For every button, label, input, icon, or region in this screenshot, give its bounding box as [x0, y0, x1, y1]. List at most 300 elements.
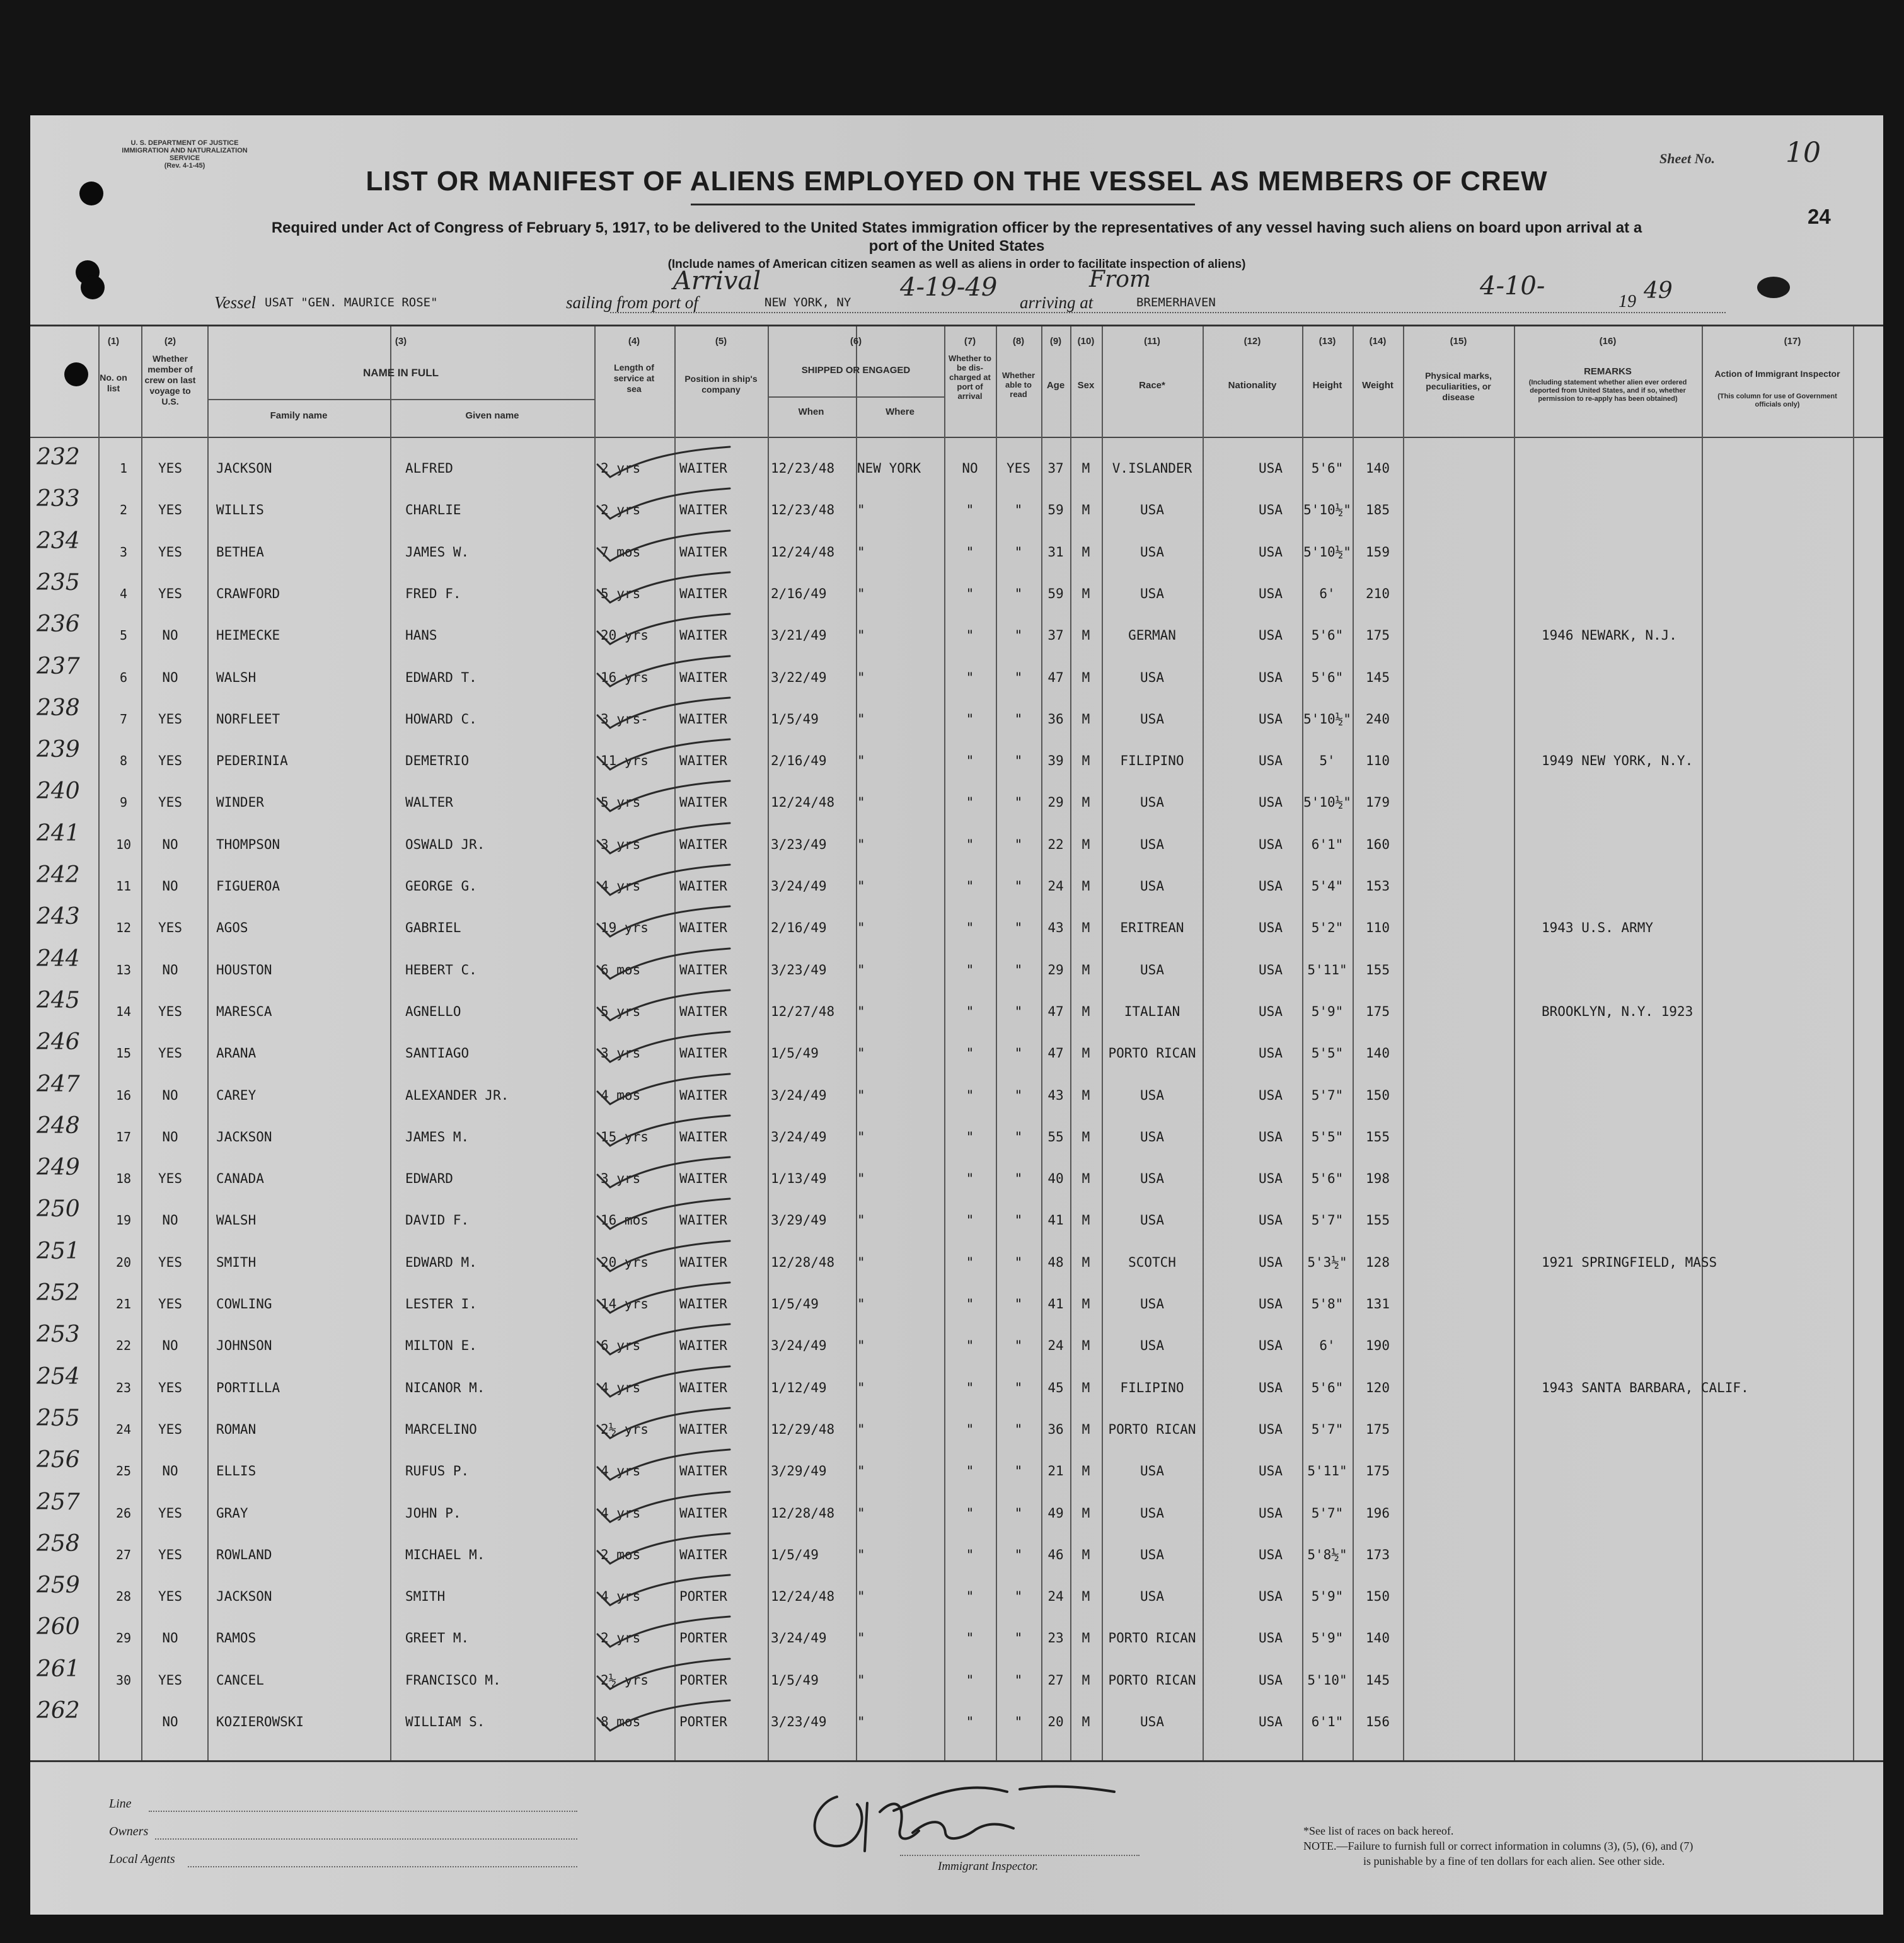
check-mark — [585, 738, 736, 776]
margin-number: 235 — [37, 570, 80, 596]
cell-position: WAITER — [679, 545, 727, 560]
cell-service: 15 yrs — [601, 1129, 649, 1144]
cell-last: YES — [158, 545, 182, 560]
check-mark — [585, 905, 736, 943]
cell-when: 2/16/49 — [771, 920, 827, 935]
cell-age: 36 — [1047, 712, 1064, 727]
cell-position: WAITER — [679, 1547, 727, 1562]
cell-height: 5' — [1319, 753, 1336, 768]
cell-position: WAITER — [679, 1255, 727, 1270]
cell-age: 37 — [1047, 461, 1064, 476]
cell-age: 29 — [1047, 962, 1064, 977]
cell-race: USA — [1140, 879, 1164, 894]
cell-given: WILLIAM S. — [405, 1714, 485, 1729]
cell-disch: " — [966, 628, 974, 643]
cell-given: MILTON E. — [405, 1338, 477, 1353]
check-mark — [585, 1073, 736, 1110]
cell-last: YES — [158, 1673, 182, 1688]
cell-family: WALSH — [216, 670, 257, 685]
cell-disch: " — [966, 1547, 974, 1562]
cell-family: CAREY — [216, 1088, 257, 1103]
cell-height: 5'7" — [1311, 1506, 1344, 1521]
check-mark — [585, 1407, 736, 1444]
cell-given: JAMES W. — [405, 545, 470, 560]
check-mark — [585, 780, 736, 817]
cell-race: ERITREAN — [1120, 920, 1184, 935]
cell-height: 5'6" — [1311, 461, 1344, 476]
cell-disch: " — [966, 1380, 974, 1395]
col-header-no: No. on list — [100, 372, 127, 393]
cell-where: " — [857, 628, 865, 643]
cell-last: YES — [158, 920, 182, 935]
cell-height: 5'9" — [1311, 1589, 1344, 1604]
cell-family: HOUSTON — [216, 962, 272, 977]
handwritten-date: 4-10- — [1480, 272, 1545, 301]
cell-nat: USA — [1259, 753, 1283, 768]
cell-sex: M — [1082, 879, 1090, 894]
cell-read: " — [1014, 1422, 1023, 1437]
cell-no: 8 — [119, 753, 128, 768]
cell-height: 5'9" — [1311, 1630, 1344, 1646]
cell-sex: M — [1082, 1213, 1090, 1228]
cell-age: 24 — [1047, 879, 1064, 894]
cell-disch: " — [966, 1088, 974, 1103]
column-rule — [1070, 326, 1071, 1760]
cell-read: " — [1014, 586, 1023, 601]
cell-age: 40 — [1047, 1171, 1064, 1186]
cell-race: PORTO RICAN — [1108, 1673, 1196, 1688]
check-mark — [585, 1197, 736, 1235]
cell-read: " — [1014, 670, 1023, 685]
cell-weight: 240 — [1366, 712, 1390, 727]
cell-service: 20 yrs — [601, 628, 649, 643]
cell-where: " — [857, 1506, 865, 1521]
column-rule — [1203, 326, 1204, 1760]
cell-last: YES — [158, 586, 182, 601]
cell-when: 12/28/48 — [771, 1255, 835, 1270]
cell-given: EDWARD T. — [405, 670, 477, 685]
cell-disch: " — [966, 1589, 974, 1604]
cell-height: 5'2" — [1311, 920, 1344, 935]
col-num: (7) — [964, 336, 976, 347]
cell-nat: USA — [1259, 1589, 1283, 1604]
check-mark — [585, 571, 736, 609]
cell-position: PORTER — [679, 1673, 727, 1688]
cell-service: 4 yrs — [601, 1589, 641, 1604]
cell-where: " — [857, 1589, 865, 1604]
cell-given: CHARLIE — [405, 502, 461, 517]
cell-nat: USA — [1259, 1296, 1283, 1312]
cell-weight: 155 — [1366, 962, 1390, 977]
cell-read: " — [1014, 1714, 1023, 1729]
column-rule — [996, 326, 997, 1760]
cell-family: FIGUEROA — [216, 879, 280, 894]
cell-height: 5'10" — [1307, 1673, 1347, 1688]
cell-no: 10 — [115, 837, 132, 852]
cell-read: " — [1014, 1255, 1023, 1270]
cell-last: NO — [162, 1088, 178, 1103]
cell-weight: 140 — [1366, 461, 1390, 476]
col-num: (12) — [1243, 336, 1261, 347]
cell-disch: " — [966, 1506, 974, 1521]
margin-number: 247 — [37, 1071, 80, 1097]
cell-position: WAITER — [679, 837, 727, 852]
cell-family: JACKSON — [216, 1589, 272, 1604]
cell-when: 3/24/49 — [771, 1088, 827, 1103]
cell-disch: " — [966, 502, 974, 517]
check-mark — [585, 696, 736, 734]
cell-nat: USA — [1259, 586, 1283, 601]
cell-weight: 128 — [1366, 1255, 1390, 1270]
cell-family: THOMPSON — [216, 837, 280, 852]
cell-disch: " — [966, 1213, 974, 1228]
cell-weight: 156 — [1366, 1714, 1390, 1729]
cell-where: " — [857, 1630, 865, 1646]
cell-disch: " — [966, 1255, 974, 1270]
col-header-race: Race* — [1139, 380, 1165, 391]
cell-weight: 173 — [1366, 1547, 1390, 1562]
cell-nat: USA — [1259, 1255, 1283, 1270]
cell-when: 3/23/49 — [771, 837, 827, 852]
cell-when: 1/13/49 — [771, 1171, 827, 1186]
column-rule — [207, 326, 209, 1760]
cell-when: 12/23/48 — [771, 461, 835, 476]
cell-disch: " — [966, 1673, 974, 1688]
cell-last: YES — [158, 1171, 182, 1186]
cell-family: MARESCA — [216, 1004, 272, 1019]
cell-height: 5'5" — [1311, 1129, 1344, 1144]
cell-sex: M — [1082, 753, 1090, 768]
cell-height: 5'9" — [1311, 1004, 1344, 1019]
cell-race: USA — [1140, 712, 1164, 727]
cell-race: USA — [1140, 1589, 1164, 1604]
column-rule — [944, 326, 945, 1760]
subtitle: port of the United States — [868, 238, 1045, 255]
cell-read: " — [1014, 1171, 1023, 1186]
cell-service: 2 yrs — [601, 461, 641, 476]
col-header-sex: Sex — [1077, 380, 1095, 391]
cell-weight: 140 — [1366, 1046, 1390, 1061]
cell-age: 55 — [1047, 1129, 1064, 1144]
cell-service: 4 mos — [601, 1088, 641, 1103]
cell-weight: 196 — [1366, 1506, 1390, 1521]
cell-height: 5'11" — [1307, 962, 1347, 977]
cell-where: " — [857, 1338, 865, 1353]
check-mark — [585, 1281, 736, 1319]
margin-number: 262 — [37, 1698, 80, 1724]
cell-last: YES — [158, 1004, 182, 1019]
cell-race: USA — [1140, 1506, 1164, 1521]
cell-weight: 175 — [1366, 1463, 1390, 1479]
cell-race: USA — [1140, 1296, 1164, 1312]
cell-nat: USA — [1259, 1506, 1283, 1521]
cell-nat: USA — [1259, 1129, 1283, 1144]
cell-nat: USA — [1259, 1422, 1283, 1437]
cell-no: 6 — [119, 670, 128, 685]
cell-given: OSWALD JR. — [405, 837, 485, 852]
sheet-number: 10 — [1786, 137, 1821, 169]
cell-age: 49 — [1047, 1506, 1064, 1521]
cell-age: 47 — [1047, 1004, 1064, 1019]
cell-when: 1/12/49 — [771, 1380, 827, 1395]
cell-given: MICHAEL M. — [405, 1547, 485, 1562]
cell-last: YES — [158, 502, 182, 517]
cell-family: JOHNSON — [216, 1338, 272, 1353]
cell-disch: " — [966, 1463, 974, 1479]
cell-given: FRANCISCO M. — [405, 1673, 501, 1688]
cell-where: NEW YORK — [857, 461, 921, 476]
column-rule — [1041, 326, 1042, 1760]
cell-height: 5'6" — [1311, 1171, 1344, 1186]
cell-height: 5'6" — [1311, 670, 1344, 685]
cell-last: NO — [162, 1630, 178, 1646]
cell-disch: " — [966, 962, 974, 977]
check-mark — [585, 1240, 736, 1277]
year-label: 19 — [1618, 292, 1636, 311]
cell-family: CANCEL — [216, 1673, 264, 1688]
cell-family: COWLING — [216, 1296, 272, 1312]
cell-weight: 175 — [1366, 1422, 1390, 1437]
cell-when: 2/16/49 — [771, 586, 827, 601]
col-header-discharged: Whether to be dis-charged at port of arrival — [949, 354, 991, 401]
margin-number: 250 — [37, 1196, 80, 1222]
check-mark — [585, 863, 736, 901]
cell-read: " — [1014, 1213, 1023, 1228]
cell-last: YES — [158, 712, 182, 727]
cell-remarks: 1921 SPRINGFIELD, MASS — [1542, 1255, 1717, 1270]
cell-weight: 210 — [1366, 586, 1390, 601]
cell-height: 5'8" — [1311, 1296, 1344, 1312]
agency-line: U. S. DEPARTMENT OF JUSTICE — [130, 139, 239, 147]
margin-number: 258 — [37, 1531, 80, 1557]
margin-number: 256 — [37, 1447, 80, 1473]
col-header-weight: Weight — [1362, 380, 1393, 391]
margin-number: 240 — [37, 778, 80, 804]
cell-where: " — [857, 879, 865, 894]
cell-age: 24 — [1047, 1589, 1064, 1604]
cell-sex: M — [1082, 1255, 1090, 1270]
cell-height: 5'11" — [1307, 1463, 1347, 1479]
cell-sex: M — [1082, 1004, 1090, 1019]
cell-nat: USA — [1259, 545, 1283, 560]
margin-number: 246 — [37, 1029, 80, 1055]
cell-where: " — [857, 1171, 865, 1186]
cell-no: 29 — [115, 1630, 132, 1646]
cell-weight: 155 — [1366, 1213, 1390, 1228]
cell-race: SCOTCH — [1128, 1255, 1176, 1270]
cell-position: WAITER — [679, 1171, 727, 1186]
cell-height: 5'10½" — [1303, 795, 1351, 810]
cell-race: PORTO RICAN — [1108, 1630, 1196, 1646]
cell-family: CANADA — [216, 1171, 264, 1186]
cell-position: WAITER — [679, 1463, 727, 1479]
check-mark — [585, 989, 736, 1027]
col-num: (11) — [1144, 336, 1160, 347]
cell-given: ALFRED — [405, 461, 453, 476]
cell-no: 2 — [119, 502, 128, 517]
cell-position: PORTER — [679, 1589, 727, 1604]
cell-given: AGNELLO — [405, 1004, 461, 1019]
cell-disch: " — [966, 753, 974, 768]
cell-where: " — [857, 1213, 865, 1228]
cell-when: 2/16/49 — [771, 753, 827, 768]
cell-position: WAITER — [679, 1213, 727, 1228]
check-mark — [585, 1323, 736, 1361]
cell-race: USA — [1140, 670, 1164, 685]
cell-race: ITALIAN — [1124, 1004, 1180, 1019]
cell-given: GEORGE G. — [405, 879, 477, 894]
cell-nat: USA — [1259, 1673, 1283, 1688]
col-num: (13) — [1318, 336, 1336, 347]
margin-number: 249 — [37, 1155, 80, 1180]
footer-owners-label: Owners — [109, 1825, 149, 1838]
cell-where: " — [857, 795, 865, 810]
col-header-given: Given name — [465, 410, 519, 421]
cell-nat: USA — [1259, 628, 1283, 643]
check-mark — [585, 446, 736, 483]
cell-family: BETHEA — [216, 545, 264, 560]
title-rule — [691, 204, 1195, 205]
cell-sex: M — [1082, 1171, 1090, 1186]
cell-sex: M — [1082, 1296, 1090, 1312]
col-header-last-voyage: Whether member of crew on last voyage to U.S. — [144, 354, 196, 406]
margin-number: 245 — [37, 988, 80, 1013]
col-header-height: Height — [1312, 380, 1342, 391]
margin-number: 241 — [37, 821, 80, 846]
cell-service: 8 mos — [601, 1714, 641, 1729]
cell-last: NO — [162, 837, 178, 852]
cell-where: " — [857, 502, 865, 517]
cell-age: 36 — [1047, 1422, 1064, 1437]
col-num: (1) — [107, 336, 120, 347]
cell-disch: " — [966, 1630, 974, 1646]
cell-sex: M — [1082, 1714, 1090, 1729]
cell-when: 12/24/48 — [771, 545, 835, 560]
cell-last: NO — [162, 1213, 178, 1228]
cell-remarks: 1949 NEW YORK, N.Y. — [1542, 753, 1693, 768]
cell-given: JAMES M. — [405, 1129, 470, 1144]
cell-age: 41 — [1047, 1213, 1064, 1228]
check-mark — [585, 1365, 736, 1403]
cell-height: 5'6" — [1311, 1380, 1344, 1395]
col-header-nationality: Nationality — [1228, 380, 1277, 391]
cell-disch: " — [966, 1171, 974, 1186]
cell-sex: M — [1082, 1506, 1090, 1521]
cell-age: 43 — [1047, 1088, 1064, 1103]
arriving-port: BREMERHAVEN — [1136, 296, 1216, 309]
cell-position: WAITER — [679, 1088, 727, 1103]
cell-read: " — [1014, 1004, 1023, 1019]
col-num: (6) — [850, 336, 862, 347]
col-num: (2) — [164, 336, 176, 347]
column-rule — [1353, 326, 1354, 1760]
cell-race: USA — [1140, 1463, 1164, 1479]
cell-last: YES — [158, 1380, 182, 1395]
cell-age: 47 — [1047, 670, 1064, 685]
cell-position: WAITER — [679, 1046, 727, 1061]
cell-weight: 120 — [1366, 1380, 1390, 1395]
cell-where: " — [857, 753, 865, 768]
cell-disch: " — [966, 670, 974, 685]
cell-family: HEIMECKE — [216, 628, 280, 643]
cell-family: RAMOS — [216, 1630, 257, 1646]
col-num: (17) — [1784, 336, 1801, 347]
check-mark — [585, 1114, 736, 1152]
cell-when: 12/23/48 — [771, 502, 835, 517]
vessel-name: USAT "GEN. MAURICE ROSE" — [265, 296, 438, 309]
table-bottom-rule — [30, 1760, 1883, 1762]
handwritten-date: 4-19-49 — [900, 273, 998, 302]
footer-agents-label: Local Agents — [109, 1852, 175, 1866]
col-header-where: Where — [886, 406, 914, 417]
cell-weight: 175 — [1366, 1004, 1390, 1019]
cell-when: 12/24/48 — [771, 1589, 835, 1604]
sheet-label: Sheet No. — [1659, 151, 1715, 166]
column-rule — [1514, 326, 1515, 1760]
cell-nat: USA — [1259, 879, 1283, 894]
cell-last: NO — [162, 670, 178, 685]
margin-number: 257 — [37, 1489, 80, 1515]
arriving-label: arriving at — [1020, 293, 1093, 312]
cell-service: 4 yrs — [601, 1463, 641, 1479]
cell-family: SMITH — [216, 1255, 257, 1270]
cell-given: SMITH — [405, 1589, 446, 1604]
col-num: (9) — [1049, 336, 1062, 347]
cell-height: 5'7" — [1311, 1213, 1344, 1228]
cell-last: YES — [158, 1046, 182, 1061]
cell-when: 3/24/49 — [771, 1630, 827, 1646]
cell-nat: USA — [1259, 1380, 1283, 1395]
cell-read: " — [1014, 1296, 1023, 1312]
cell-position: WAITER — [679, 1296, 727, 1312]
cell-position: WAITER — [679, 712, 727, 727]
footer-line-label: Line — [109, 1797, 132, 1811]
cell-age: 21 — [1047, 1463, 1064, 1479]
cell-read: " — [1014, 1129, 1023, 1144]
cell-weight: 145 — [1366, 1673, 1390, 1688]
cell-where: " — [857, 1380, 865, 1395]
cell-last: YES — [158, 753, 182, 768]
cell-no: 1 — [119, 461, 128, 476]
col-header-position: Position in ship's company — [684, 374, 758, 395]
margin-number: 261 — [37, 1656, 80, 1682]
check-mark — [585, 613, 736, 650]
col-num: (8) — [1012, 336, 1025, 347]
cell-weight: 175 — [1366, 628, 1390, 643]
cell-weight: 150 — [1366, 1589, 1390, 1604]
cell-height: 5'4" — [1311, 879, 1344, 894]
cell-nat: USA — [1259, 837, 1283, 852]
page-number: 24 — [1808, 205, 1831, 228]
cell-age: 29 — [1047, 795, 1064, 810]
cell-race: GERMAN — [1128, 628, 1176, 643]
cell-height: 5'10½" — [1303, 502, 1351, 517]
cell-read: " — [1014, 712, 1023, 727]
cell-service: 3 yrs — [601, 837, 641, 852]
cell-nat: USA — [1259, 1547, 1283, 1562]
handwritten-note: From — [1089, 267, 1151, 292]
cell-given: MARCELINO — [405, 1422, 477, 1437]
cell-no: 5 — [119, 628, 128, 643]
table-top-rule — [30, 325, 1883, 326]
col-header-action-note: (This column for use of Government officials only) — [1717, 393, 1837, 408]
cell-when: 1/5/49 — [771, 1547, 819, 1562]
cell-when: 12/27/48 — [771, 1004, 835, 1019]
cell-family: JACKSON — [216, 1129, 272, 1144]
cell-read: " — [1014, 837, 1023, 852]
cell-disch: " — [966, 1714, 974, 1729]
cell-nat: USA — [1259, 962, 1283, 977]
